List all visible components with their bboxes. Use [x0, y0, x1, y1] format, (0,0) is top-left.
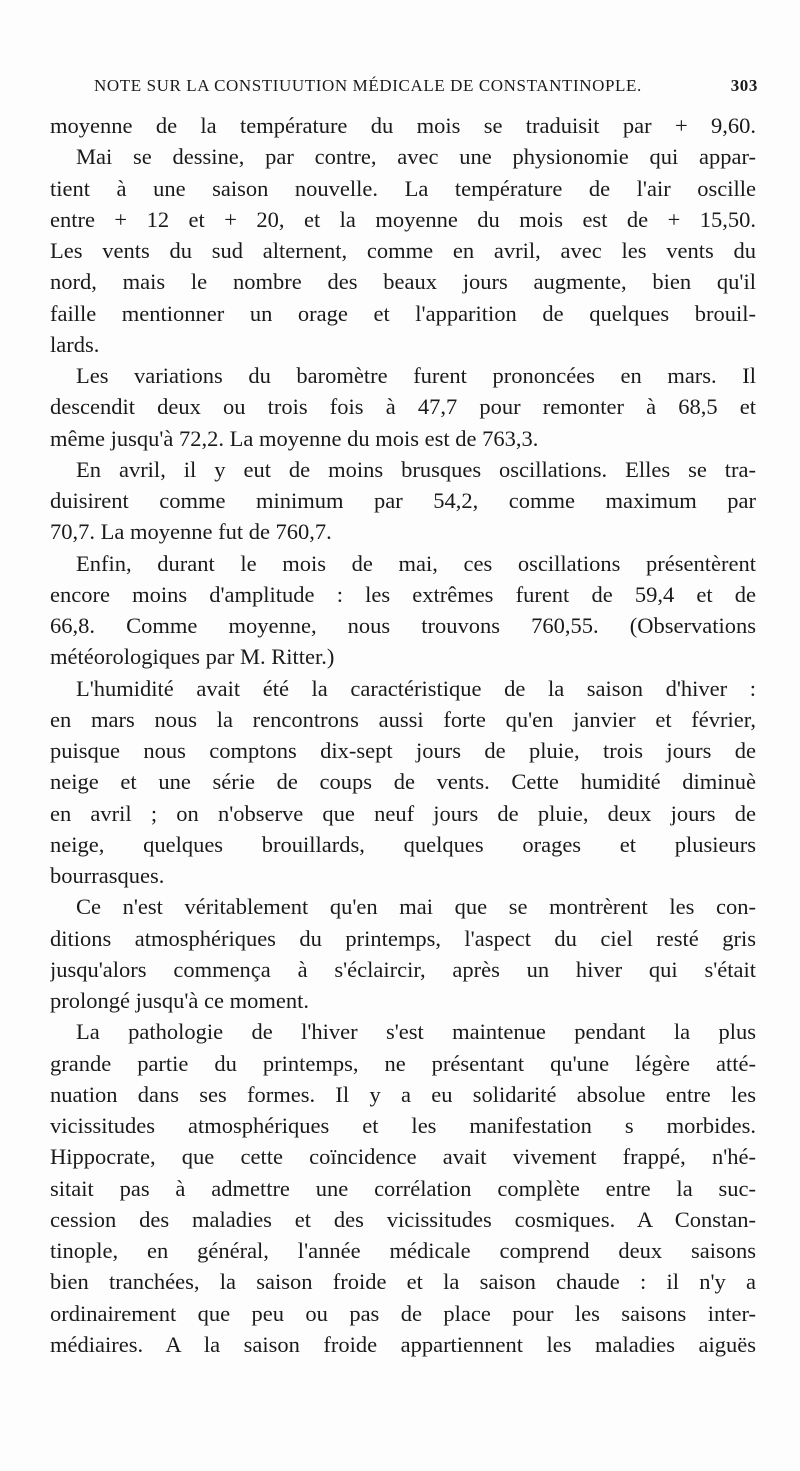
text-line: même jusqu'à 72,2. La moyenne du mois est de 763,3. [50, 425, 539, 451]
text-line: entre + 12 et + 20, et la moyenne du mois est de + 15,50. [50, 206, 756, 232]
text-line: En avril, il y eut de moins brusques oscillations. Elles se tra- [76, 456, 756, 482]
text-line: en avril ; on n'observe que neuf jours de pluie, deux jours de [50, 800, 756, 826]
text-line: cession des maladies et des vicissitudes cosmiques. A Constan- [50, 1206, 756, 1232]
text-line: moyenne de la température du mois se traduisit par + 9,60. [50, 113, 756, 138]
text-line: nuation dans ses formes. Il y a eu solidarité absolue entre les [50, 1081, 756, 1107]
text-line: L'humidité avait été la caractéristique de la saison d'hiver : [76, 675, 756, 701]
text-line: Les vents du sud alternent, comme en avril, avec les vents du [50, 238, 756, 263]
text-line: sitait pas à admettre une corrélation complète entre la suc- [50, 1175, 756, 1201]
text-line: météorologiques par M. Ritter.) [50, 644, 335, 670]
text-line: lards. [50, 331, 100, 357]
text-line: bourrasques. [50, 863, 165, 888]
text-line: nord, mais le nombre des beaux jours augmente, bien qu'il [50, 269, 756, 295]
text-line: vicissitudes atmosphériques et les manifestation s morbides. [50, 1113, 756, 1138]
text-line: descendit deux ou trois fois à 47,7 pour remonter à 68,5 et [50, 394, 756, 420]
text-line: faille mentionner un orage et l'apparition de quelques brouil- [50, 300, 756, 326]
text-line: Hippocrate, que cette coïncidence avait vivement frappé, n'hé- [50, 1144, 756, 1170]
text-line: La pathologie de l'hiver s'est maintenue pendant la plus [76, 1019, 756, 1045]
text-line: tinople, en général, l'année médicale comprend deux saisons [50, 1238, 756, 1263]
text-line: neige et une série de coups de vents. Cette humidité diminuè [50, 769, 756, 795]
text-line: encore moins d'amplitude : les extrêmes furent de 59,4 et de [50, 581, 756, 607]
text-line: 66,8. Comme moyenne, nous trouvons 760,55. (Observations [50, 613, 756, 638]
text-line: 70,7. La moyenne fut de 760,7. [50, 519, 332, 545]
text-line: prolongé jusqu'à ce moment. [50, 988, 309, 1013]
text-line: en mars nous la rencontrons aussi forte qu'en janvier et février, [50, 706, 756, 732]
text-line: ditions atmosphériques du printemps, l'aspect du ciel resté gris [50, 925, 756, 951]
text-line: Mai se dessine, par contre, avec une physionomie qui appar- [76, 144, 756, 170]
body-text [50, 110, 756, 1360]
text-line: médiaires. A la saison froide appartiennent les maladies aiguës [50, 1331, 756, 1357]
running-title: NOTE SUR LA CONSTIUUTION MÉDICALE DE CONSTANTINOPLE. [94, 76, 642, 95]
text-line: Enfin, durant le mois de mai, ces oscillations présentèrent [76, 550, 756, 576]
text-line: duisirent comme minimum par 54,2, comme maximum par [50, 488, 756, 513]
text-line: Ce n'est véritablement qu'en mai que se montrèrent les con- [76, 894, 756, 920]
text-line: puisque nous comptons dix-sept jours de pluie, trois jours de [50, 738, 756, 763]
running-head [94, 76, 758, 102]
text-line: ordinairement que peu ou pas de place pour les saisons inter- [50, 1300, 756, 1326]
text-line: Les variations du baromètre furent prononcées en mars. Il [76, 363, 756, 388]
text-line: neige, quelques brouillards, quelques orages et plusieurs [50, 831, 756, 857]
text-line: tient à une saison nouvelle. La température de l'air oscille [50, 175, 756, 201]
page-number: 303 [730, 76, 758, 95]
text-line: jusqu'alors commença à s'éclaircir, après un hiver qui s'était [50, 956, 756, 982]
text-line: bien tranchées, la saison froide et la saison chaude : il n'y a [50, 1269, 756, 1295]
text-line: grande partie du printemps, ne présentant qu'une légère atté- [50, 1050, 756, 1076]
